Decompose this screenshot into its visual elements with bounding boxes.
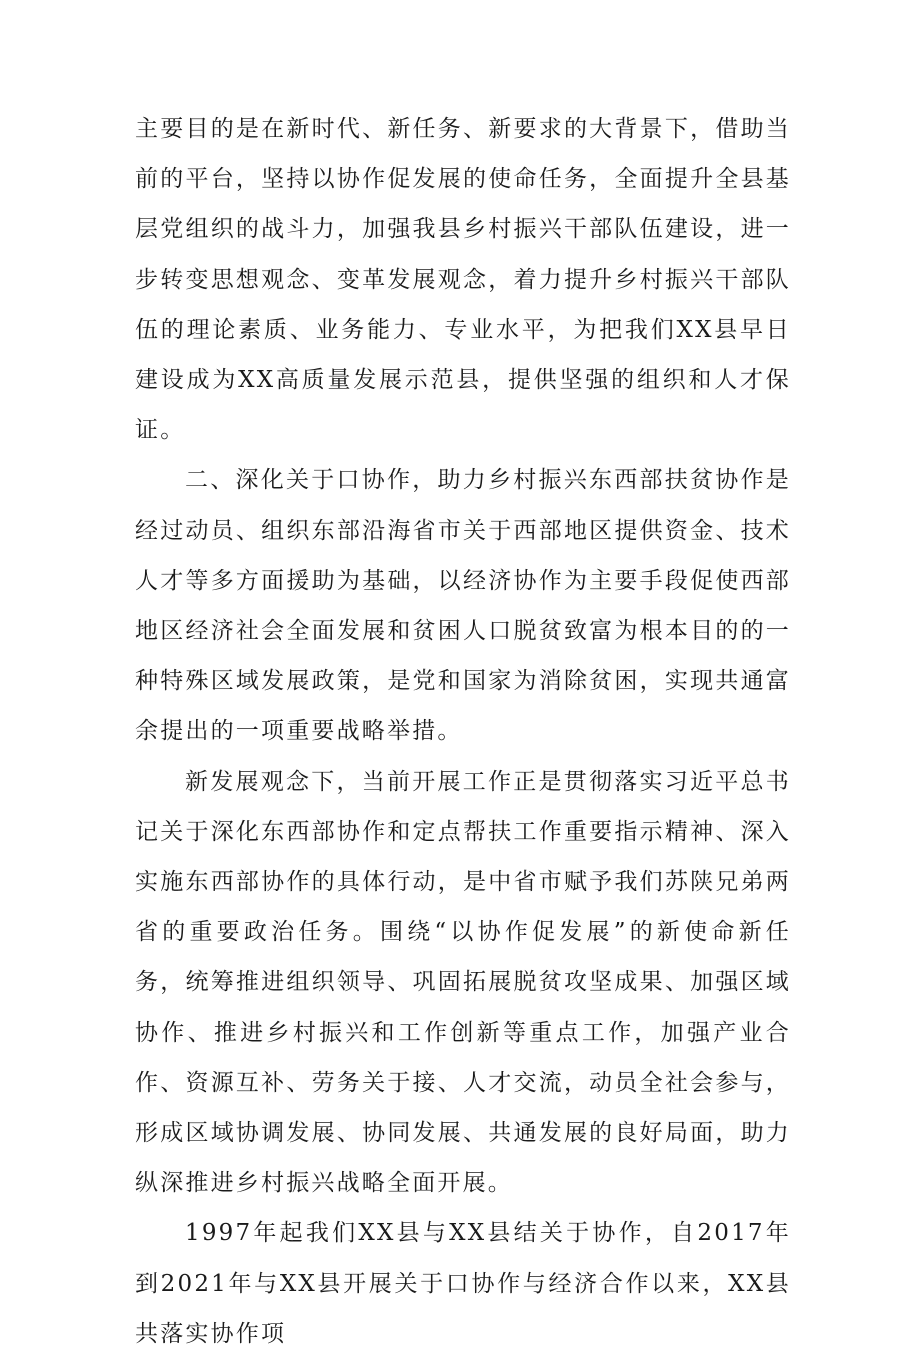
- paragraph-cooperation-history: 1997年起我们XX县与XX县结关于协作，自2017年到2021年与XX县开展关于口协作与经济合作以来，XX县共落实协作项: [135, 1220, 791, 1347]
- paragraph-section-two: 二、深化关于口协作，助力乡村振兴东西部扶贫协作是经过动员、组织东部沿海省市关于西部地区提供资金、技术人才等多方面援助为基础，以经济协作为主要手段促使西部地区经济社会全面发展和贫困人口脱贫致富为根本目的的一种特殊区域发展政策，是党和国家为消除贫困，实现共通富余提出的一项重要战略举措。: [135, 467, 791, 745]
- document-body: [135, 104, 791, 1359]
- paragraph-development-concept: 新发展观念下，当前开展工作正是贯彻落实习近平总书记关于深化东西部协作和定点帮扶工作重要指示精神、深入实施东西部协作的具体行动，是中省市赋予我们苏陕兄弟两省的重要政治任务。围绕“以协作促发展”的新使命新任务，统筹推进组织领导、巩固拓展脱贫攻坚成果、加强区域协作、推进乡村振兴和工作创新等重点工作，加强产业合作、资源互补、劳务关于接、人才交流，动员全社会参与，形成区域协调发展、协同发展、共通发展的良好局面，助力纵深推进乡村振兴战略全面开展。: [135, 768, 791, 1197]
- paragraph-continuation: 主要目的是在新时代、新任务、新要求的大背景下，借助当前的平台，坚持以协作促发展的使命任务，全面提升全县基层党组织的战斗力，加强我县乡村振兴干部队伍建设，进一步转变思想观念、变革发展观念，着力提升乡村振兴干部队伍的理论素质、业务能力、专业水平，为把我们XX县早日建设成为XX高质量发展示范县，提供坚强的组织和人才保证。: [135, 116, 791, 444]
